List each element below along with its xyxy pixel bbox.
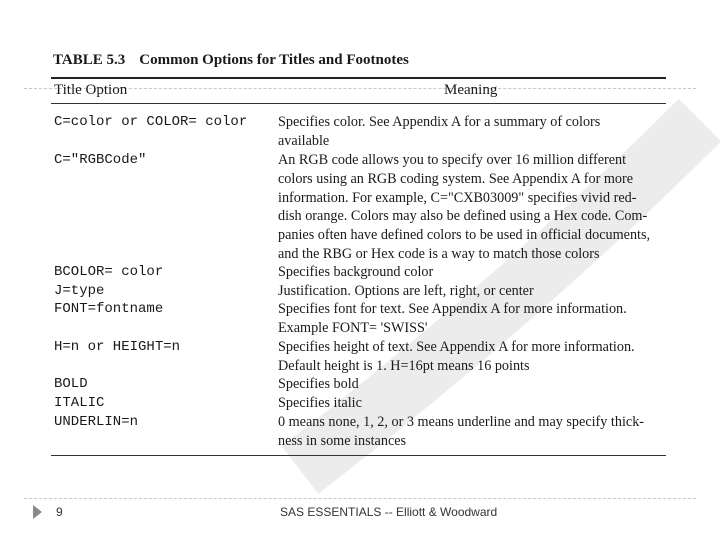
footer-caption: SAS ESSENTIALS -- Elliott & Woodward bbox=[280, 505, 498, 519]
meaning-line: An RGB code allows you to specify over 16 million different bbox=[278, 152, 627, 168]
meaning-line: Specifies background color bbox=[278, 264, 434, 280]
meaning-line: panies often have defined colors to be used in official documents, bbox=[278, 227, 651, 244]
meaning-line: ness in some instances bbox=[278, 432, 407, 449]
meaning-line: and the RBG or Hex code is a way to match those colors bbox=[278, 245, 600, 262]
option-cell: BOLD bbox=[54, 376, 88, 392]
option-cell: ITALIC bbox=[54, 395, 105, 411]
meaning-cell bbox=[278, 151, 666, 264]
option-cell: H=n or HEIGHT=n bbox=[54, 339, 181, 355]
slide-divider-bottom bbox=[24, 498, 696, 499]
meaning-line: available bbox=[278, 132, 330, 149]
meaning-line: Default height is 1. H=16pt means 16 points bbox=[278, 357, 530, 374]
meaning-cell bbox=[278, 338, 666, 376]
meaning-cell bbox=[278, 113, 666, 151]
meaning-line: Example FONT= 'SWISS' bbox=[278, 319, 428, 336]
meaning-cell bbox=[278, 300, 666, 338]
meaning-line: Justification. Options are left, right, or center bbox=[278, 283, 534, 299]
meaning-cell bbox=[278, 263, 666, 282]
meaning-line: Specifies color. See Appendix A for a summary of colors bbox=[278, 114, 601, 130]
meaning-line: Specifies height of text. See Appendix A for more information. bbox=[278, 339, 635, 355]
meaning-cell bbox=[278, 375, 666, 394]
option-cell: C="RGBCode" bbox=[54, 152, 147, 168]
meaning-cell bbox=[278, 394, 666, 413]
option-cell: J=type bbox=[54, 283, 105, 299]
option-cell: UNDERLIN=n bbox=[54, 414, 139, 430]
table-title: Common Options for Titles and Footnotes bbox=[139, 52, 409, 68]
meaning-line: Specifies bold bbox=[278, 376, 359, 392]
table-caption bbox=[53, 52, 409, 69]
option-cell: C=color or COLOR= color bbox=[54, 114, 248, 130]
table-bottom-rule bbox=[51, 455, 666, 456]
table-top-rule bbox=[51, 77, 666, 79]
meaning-line: colors using an RGB coding system. See Appendix A for more bbox=[278, 170, 634, 187]
meaning-line: Specifies font for text. See Appendix A for more information. bbox=[278, 301, 627, 317]
slide-bullet-icon bbox=[33, 505, 42, 519]
column-header-meaning: Meaning bbox=[444, 82, 498, 98]
meaning-cell bbox=[278, 282, 666, 301]
meaning-line: 0 means none, 1, 2, or 3 means underline and may specify thick- bbox=[278, 414, 645, 430]
column-header-option: Title Option bbox=[54, 82, 128, 98]
meaning-line: information. For example, C="CXB03009" specifies vivid red- bbox=[278, 189, 637, 206]
page-number: 9 bbox=[56, 505, 63, 519]
table-header-rule bbox=[51, 103, 666, 104]
option-cell: FONT=fontname bbox=[54, 301, 164, 317]
option-cell: BCOLOR= color bbox=[54, 264, 164, 280]
meaning-line: dish orange. Colors may also be defined using a Hex code. Com- bbox=[278, 208, 648, 225]
meaning-cell bbox=[278, 413, 666, 451]
meaning-line: Specifies italic bbox=[278, 395, 362, 411]
table-number: TABLE 5.3 bbox=[53, 52, 126, 68]
